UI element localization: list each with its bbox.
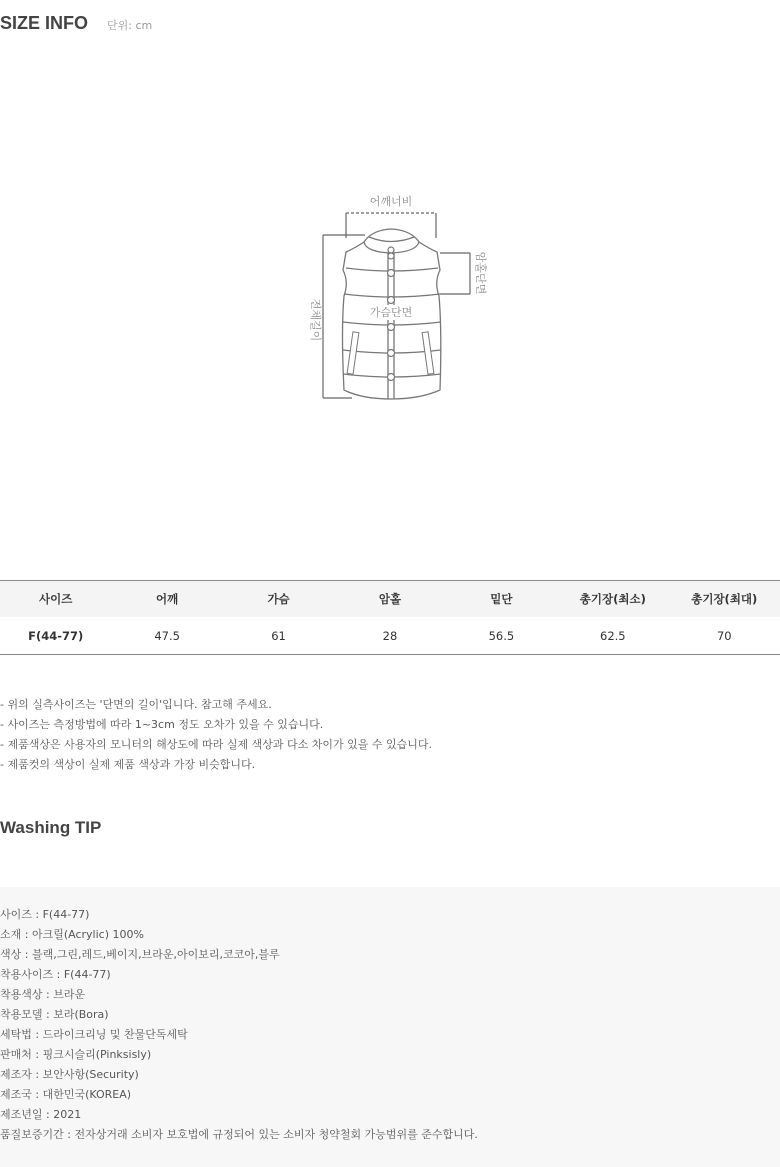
size-info-title: SIZE INFO — [0, 13, 89, 33]
size-table-header-row — [0, 581, 780, 618]
header-shoulder: 어깨 — [111, 581, 222, 618]
cell-size: F(44-77) — [28, 628, 84, 643]
cell-length-max: 70 — [716, 628, 732, 643]
label-shoulder: 어깨너비 — [369, 195, 413, 208]
info-warranty: 품질보증기간 : 전자상거래 소비자 보호법에 규정되어 있는 소비자 청약철회 가능범위를 준수합니다. — [0, 1128, 478, 1141]
cell-shoulder: 47.5 — [154, 628, 180, 643]
header-length-min: 총기장(최소) — [557, 581, 668, 618]
info-size: 사이즈 : F(44-77) — [0, 908, 90, 921]
size-diagram — [0, 190, 780, 405]
note-item: - 사이즈는 측정방법에 따라 1~3cm 정도 오차가 있을 수 있습니다. — [0, 718, 324, 731]
washing-tip-title: Washing TIP — [0, 818, 102, 837]
note-item: - 제품색상은 사용자의 모니터의 해상도에 따라 실제 색상과 다소 차이가 있을 수 있습니다. — [0, 738, 432, 751]
note-item: - 위의 실측사이즈는 '단면의 길이'입니다. 참고해 주세요. — [0, 698, 272, 711]
table-row — [0, 617, 780, 655]
header-armhole: 암홀 — [334, 581, 445, 618]
info-colors: 색상 : 블랙,그린,레드,베이지,브라운,아이보리,코코아,블루 — [0, 948, 280, 961]
header-length-max: 총기장(최대) — [669, 581, 780, 618]
info-year: 제조년일 : 2021 — [0, 1108, 82, 1121]
size-notes — [0, 695, 432, 775]
header-hem: 밑단 — [446, 581, 557, 618]
cell-hem: 56.5 — [488, 628, 515, 643]
cell-length-min: 62.5 — [600, 628, 626, 643]
label-armhole: 암홀단면 — [474, 251, 487, 295]
vest-illustration — [0, 190, 780, 405]
product-info-list — [0, 905, 478, 1145]
info-wash-method: 세탁법 : 드라이크리닝 및 찬물단독세탁 — [0, 1028, 188, 1041]
cell-armhole: 28 — [382, 628, 398, 643]
header-size: 사이즈 — [0, 581, 111, 618]
product-info-box — [0, 887, 780, 1167]
info-model: 착용모델 : 보라(Bora) — [0, 1008, 109, 1021]
size-table — [0, 580, 780, 655]
note-item: - 제품컷의 색상이 실제 제품 색상과 가장 비슷합니다. — [0, 758, 256, 771]
info-country: 제조국 : 대한민국(KOREA) — [0, 1088, 132, 1101]
info-material: 소재 : 아크릴(Acrylic) 100% — [0, 928, 144, 941]
info-manufacturer: 제조자 : 보안사항(Security) — [0, 1068, 139, 1081]
info-worn-size: 착용사이즈 : F(44-77) — [0, 968, 111, 981]
info-seller: 판매처 : 핑크시슬리(Pinksisly) — [0, 1048, 152, 1061]
label-total-length: 전체길이 — [309, 298, 322, 342]
unit-label: 단위: cm — [107, 19, 153, 32]
info-worn-color: 착용색상 : 브라운 — [0, 988, 86, 1001]
label-chest: 가슴단면 — [369, 306, 413, 319]
cell-chest: 61 — [271, 628, 286, 643]
header-chest: 가슴 — [223, 581, 334, 618]
